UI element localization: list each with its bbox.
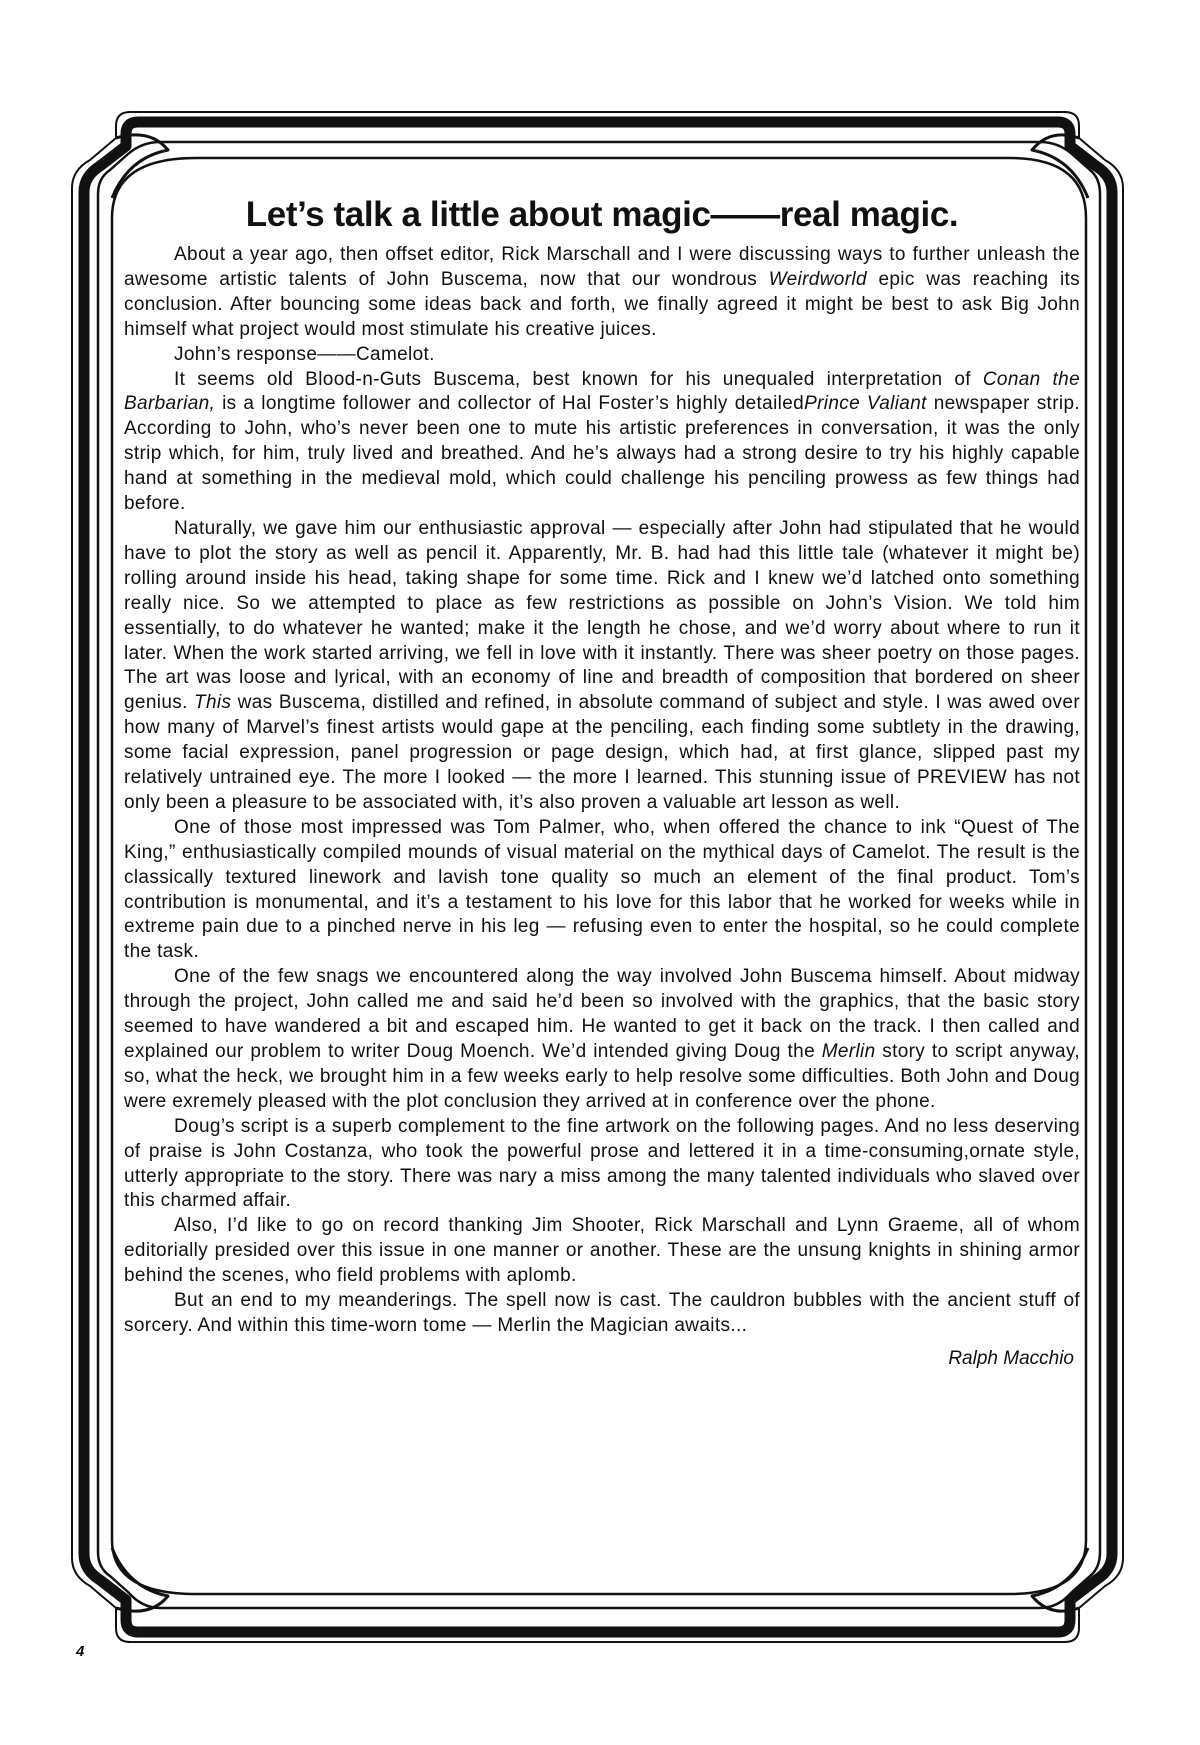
text-run: Doug’s script is a superb complement to the fine artwork on the following pages. And no less deserving of praise is John Costanza, who took the powerful prose and lettered it in a time-consuming,ornate style, utterly appropriate to the story. There was nary a miss among the many talented individuals who slaved over this charmed affair. [124,1115,1080,1212]
body-paragraph [124,1115,1080,1215]
text-run: John’s response——Camelot. [174,343,435,365]
body-paragraph [124,243,1080,343]
body-paragraph [124,1289,1080,1339]
author-signature: Ralph Macchio [948,1347,1074,1369]
text-run: About a year ago, then offset editor, Rick Marschall and I were discussing ways to further unleash the awesome artistic talents of John Buscema, now that our wondrous [124,244,1080,290]
text-run: story to script anyway, so, what the heck, we brought him in a few weeks early to help resolve some difficulties. Both John and Doug were exremely pleased with the plot conclusion they arrived at in conference over the phone. [124,1041,1081,1112]
text-run: is a longtime follower and collector of Hal Foster’s highly detailed [215,393,805,415]
text-run: newspaper strip. According to John, who’s never been one to mute his artistic preferences in conversation, it was the only strip which, for him, truly lived and breathed. And he’s always had a strong desire to try his highly capable hand at something in the medieval mold, which could challenge his penciling prowess as few things had before. [124,393,1080,515]
text-run: But an end to my meanderings. The spell now is cast. The cauldron bubbles with the ancient stuff of sorcery. And within this time-worn tome — Merlin the Magician awaits... [124,1290,1080,1336]
text-run: epic was reaching its conclusion. After bouncing some ideas back and forth, we finally agreed it might be best to ask Big John himself what project would most stimulate his creative juices. [124,268,1080,340]
body-paragraph [124,816,1080,965]
body-paragraph [124,343,1080,368]
italic-text-run: Prince Valiant [804,393,927,415]
article-title: Let’s talk a little about magic——real magic. [245,195,959,234]
article-body [124,243,1080,1339]
italic-text-run: Merlin [821,1041,876,1062]
text-run: Naturally, we gave him our enthusiastic approval — especially after John had stipulated that he would have to plot the story as well as pencil it. Apparently, Mr. B. had had this little tale (whatever it might be) rolling around inside his head, taking shape for some time. Rick and I knew we’d latched onto something really nice. So we attempted to place as few restrictions as possible on John’s Vision. We told him essentially, to do whatever he wanted; make it the length he chose, and we’d worry about where to run it later. When the work started arriving, we fell in love with it instantly. There was sheer poetry on those pages. The art was loose and lyrical, with an economy of line and breadth of composition that bordered on sheer genius. [124,517,1080,714]
text-run: was Buscema, distilled and refined, in absolute command of subject and style. I was awed over how many of Marvel’s finest artists would gape at the penciling, each finding some subtlety in the drawing, some facial expression, panel progression or page design, which had, at first glance, slipped past my relatively untrained eye. The more I looked — the more I learned. This stunning issue of PREVIEW has not only been a pleasure to be associated with, it’s also proven a valuable art lesson as well. [124,692,1080,813]
italic-text-run: Conan the Barbarian, [124,368,1080,415]
text-run: One of the few snags we encountered along the way involved John Buscema himself. About midway through the project, John called me and said he’d been so involved with the graphics, that the basic story seemed to have wandered a bit and escaped him. He wanted to get it back on the track. I then called and explained our problem to writer Doug Moench. We’d intended giving Doug the [124,966,1080,1062]
body-paragraph [124,368,1080,517]
text-run: Also, I’d like to go on record thanking Jim Shooter, Rick Marschall and Lynn Graeme, all of whom editorially presided over this issue in one manner or another. These are the unsung knights in shining armor behind the scenes, who field problems with aplomb. [124,1215,1080,1287]
page-number: 4 [76,1643,85,1660]
italic-text-run: Weirdworld [768,268,867,290]
body-paragraph [124,1214,1080,1289]
editorial-article [124,193,1080,1371]
body-paragraph [124,965,1080,1114]
text-run: One of those most impressed was Tom Palmer, who, when offered the chance to ink “Quest of The King,” enthusiastically compiled mounds of visual material on the mythical days of Camelot. The result is the classically textured linework and lavish tone quality so much an element of the final product. Tom’s contribution is monumental, and it’s a testament to his love for this labor that he worked for weeks while in extreme pain due to a pinched nerve in his leg — refusing even to enter the hospital, so he could complete the task. [124,816,1080,963]
text-run: It seems old Blood-n-Guts Buscema, best known for his unequaled interpretation of [174,368,983,390]
body-paragraph [124,517,1080,816]
italic-text-run: This [194,692,232,714]
